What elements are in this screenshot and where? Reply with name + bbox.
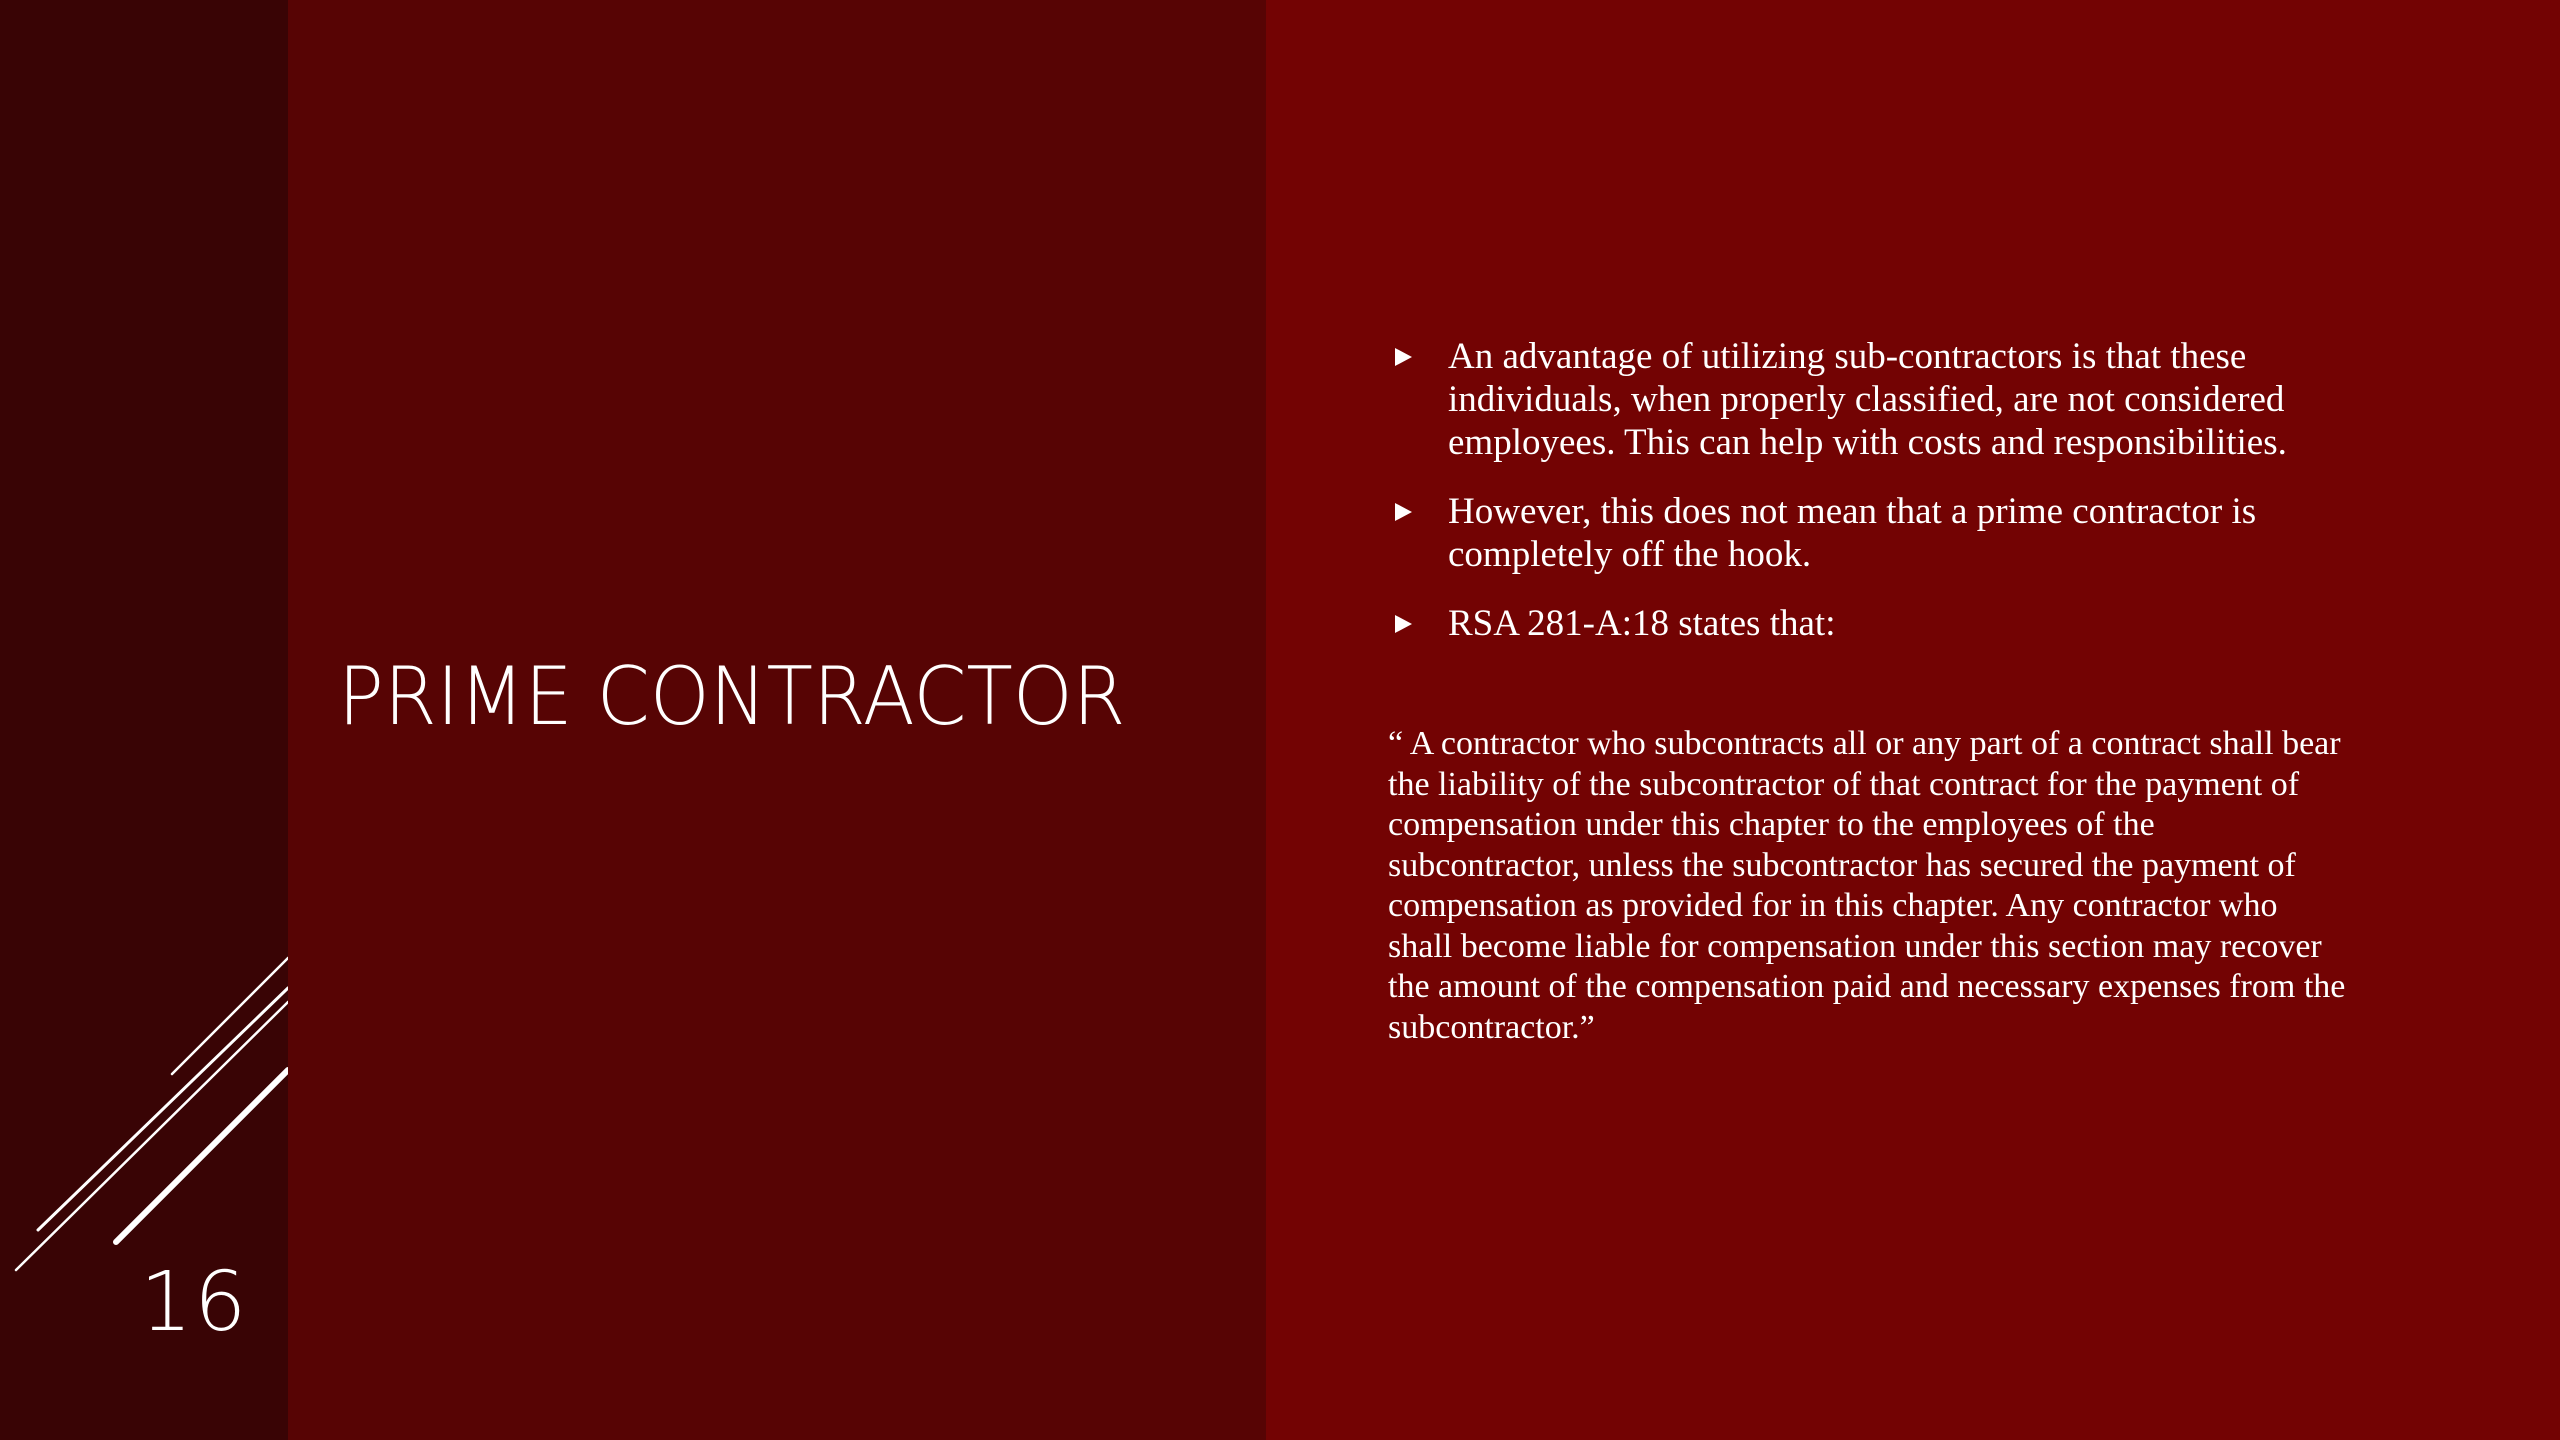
statute-quote: “ A contractor who subcontracts all or any part of a contract shall bear the liability of the subcontractor of that contract for the payment of compensation under this chapter to the employees of the subcontractor, unless the subcontractor has secured the payment of compensation as provided for in this chapter. Any contractor who shall become liable for compensation under this section may recover the amount of the compensation paid and necessary expenses from the subcontractor.” [1388, 725, 2346, 1046]
triangle-right-icon [1395, 503, 1412, 521]
triangle-right-icon [1395, 348, 1412, 366]
diagonal-lines-decoration [0, 940, 288, 1300]
bullet-item [1390, 335, 2350, 464]
bullet-text: RSA 281-A:18 states that: [1448, 603, 1836, 644]
bullet-item [1390, 490, 2350, 576]
bullet-text: However, this does not mean that a prime contractor is completely off the hook. [1448, 491, 2257, 575]
decoration-line [16, 1002, 288, 1270]
decoration-line [172, 958, 288, 1074]
bullet-text: An advantage of utilizing sub-contractors is that these individuals, when properly classified, are not considered employees. This can help with costs and responsibilities. [1448, 336, 2287, 463]
bullet-list [1390, 335, 2350, 671]
slide-title: PRIME CONTRACTOR [338, 650, 1126, 743]
content-panel [1266, 0, 2560, 1440]
slide-number: 16 [140, 1255, 249, 1350]
decoration-line [116, 1070, 288, 1242]
bullet-item [1390, 602, 2350, 645]
triangle-right-icon [1395, 615, 1412, 633]
